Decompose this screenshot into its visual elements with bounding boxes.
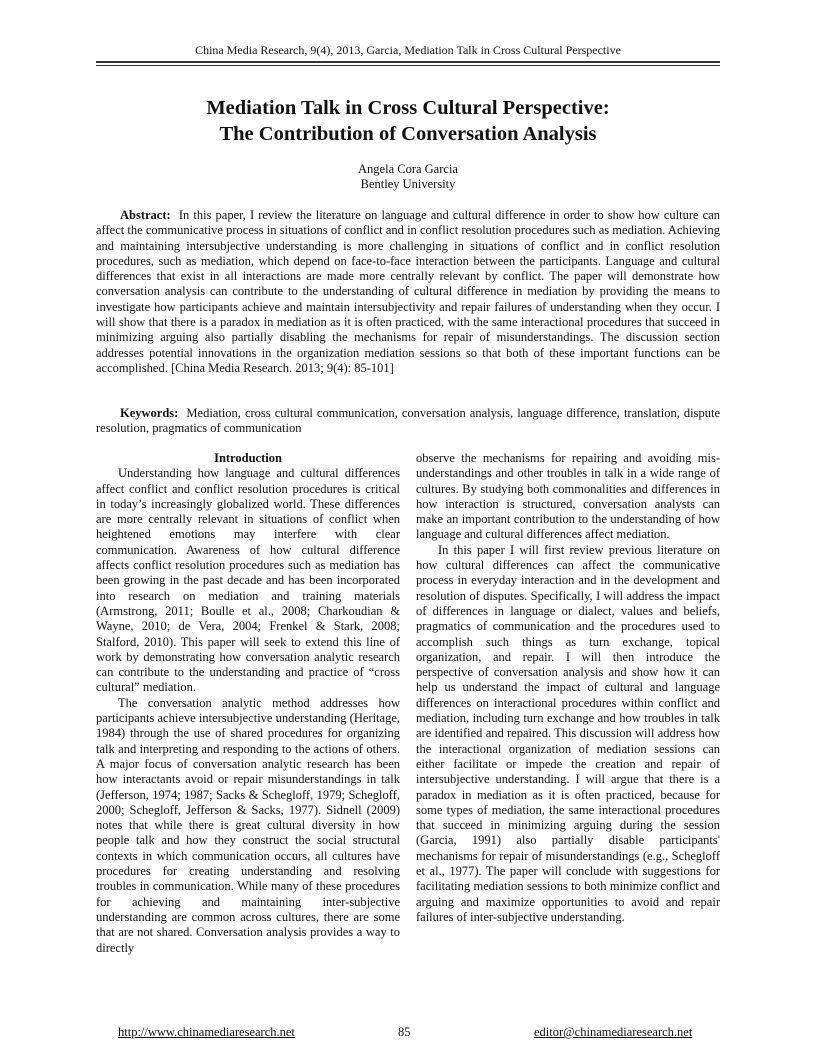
right-column: [416, 451, 720, 925]
abstract: [96, 208, 720, 376]
author-affiliation: Bentley University: [360, 177, 456, 191]
title-line-1: Mediation Talk in Cross Cultural Perspective:: [206, 97, 610, 119]
abstract-label: Abstract:: [120, 208, 171, 222]
header-rule: [96, 61, 720, 66]
keywords: [96, 406, 720, 437]
footer-email-link[interactable]: editor@chinamediaresearch.net: [534, 1025, 693, 1039]
intro-paragraph-2-continued: observe the mechanisms for repairing and avoiding mis-understandings and other troubles in talk in a wide range of cultures. By studying both commonalities and differences in how interaction is structured, conversation analysts can make an important contribution to the understanding of how language and cultural differences affect mediation.: [416, 451, 720, 542]
keywords-label: Keywords:: [120, 406, 179, 420]
page-number: 85: [398, 1025, 411, 1039]
abstract-text: In this paper, I review the literature on language and cultural difference in order to show how culture can affect the communicative process in situations of conflict and in conflict resolution procedures such as mediation. Achieving and maintaining intersubjective understanding is more challenging in situations of conflict and in conflict resolution procedures, such as mediation, which depend on face-to-face interaction between the participants. Language and cultural differences that exist in all interactions are made more centrally relevant by conflict. The paper will demonstrate how conversation analysis can contribute to the understanding of cultural difference in mediation by providing the means to investigate how participants achieve and maintain intersubjectivity and repair failures of understanding when they occur. I will show that there is a paradox in mediation as it is often practiced, with the same interactional procedures that succeed in minimizing arguing also partially disabling the mechanisms for repair of misunderstandings. The discussion section addresses potential innovations in the organization mediation sessions so that both of these important functions can be accomplished. [China Media Research. 2013; 9(4): 85-101]: [96, 208, 721, 375]
intro-paragraph-2: The conversation analytic method addresses how participants achieve intersubjective understanding (Heritage, 1984) through the use of shared procedures for organizing talk and interpreting and responding to the actions of others. A major focus of conversation analytic research has been how interactants avoid or repair misunderstandings in talk (Jefferson, 1974; 1987; Sacks & Schegloff, 1979; Schegloff, 2000; Schegloff, Jefferson & Sacks, 1977). Sidnell (2009) notes that while there is great cultural diversity in how people talk and how they construct the social structural contexts in which communication occurs, all cultures have procedures for creating understanding and resolving troubles in communication. While many of these procedures for achieving and maintaining inter-subjective understanding are common across cultures, there are some that are not shared. Conversation analysis provides a way to directly: [96, 695, 400, 955]
intro-paragraph-1: Understanding how language and cultural differences affect conflict and conflict resolution procedures is critical in today’s increasingly globalized world. These differences are more centrally relevant in situations of conflict when heightened emotions may interfere with clear communication. Awareness of how cultural difference affects conflict resolution procedures such as mediation has been growing in the past decade and has been incorporated into research on mediation and training materials (Armstrong, 2011; Boulle et al., 2008; Charkoudian & Wayne, 2010; de Vera, 2004; Frenkel & Stark, 2008; Stalford, 2010). This paper will seek to extend this line of work by demonstrating how conversation analytic research can contribute to the understanding and practice of “cross cultural” mediation.: [96, 466, 400, 695]
author-name: Angela Cora Garcia: [358, 162, 458, 176]
footer-website-link[interactable]: http://www.chinamediaresearch.net: [118, 1025, 295, 1039]
keywords-text: Mediation, cross cultural communication, conversation analysis, language difference, translation, dispute resolution, pragmatics of communication: [96, 406, 721, 436]
title-line-2: The Contribution of Conversation Analysis: [219, 123, 597, 145]
running-header: China Media Research, 9(4), 2013, Garcia, Mediation Talk in Cross Cultural Perspective: [195, 43, 621, 57]
left-column: [96, 451, 400, 956]
section-heading-introduction: Introduction: [214, 451, 282, 465]
paper-title: [96, 95, 720, 147]
intro-paragraph-3: In this paper I will first review previous literature on how cultural differences can affect the communicative process in everyday interaction and in the development and resolution of disputes. Specifically, I will address the impact of differences in language or dialect, values and beliefs, pragmatics of communication and the procedures used to accomplish such things as turn exchange, topical organization, and repair. I will then introduce the perspective of conversation analysis and show how it can help us understand the impact of cultural and language differences on interactional procedures within conflict and mediation, including turn exchange and how troubles in talk are identified and repaired. This discussion will address how the interactional organization of mediation sessions can either facilitate or impede the creation and repair of intersubjective understanding. I will argue that there is a paradox in mediation as it is often practiced, because for some types of mediation, the same interactional procedures that succeed in minimizing arguing during the session (Garcia, 1991) also partially disable participants' mechanisms for repair of misunderstandings (e.g., Schegloff et al., 1977). The paper will conclude with suggestions for facilitating mediation sessions to both minimize conflict and arguing and maximize opportunities to avoid and repair failures of inter-subjective understanding.: [416, 542, 720, 924]
